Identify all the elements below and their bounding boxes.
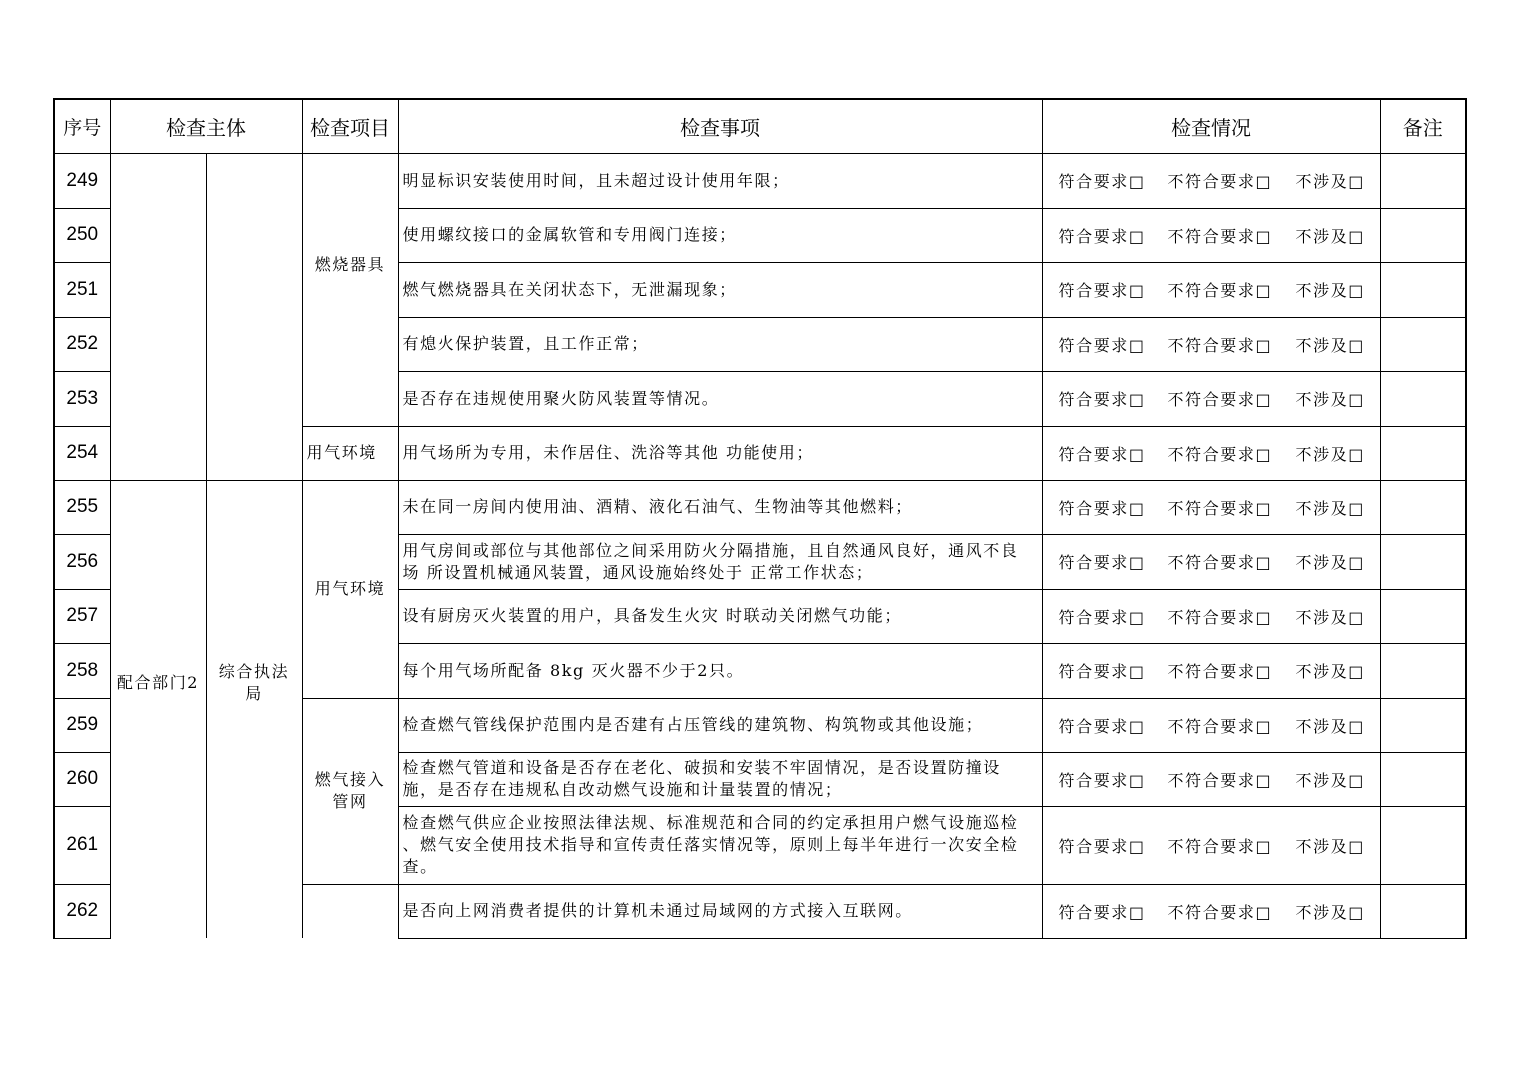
item-line: 燃气接入 (314, 770, 386, 789)
check-status-cell (1042, 534, 1380, 589)
check-status-cell (1042, 589, 1380, 643)
row-number: 257 (54, 589, 110, 643)
remark-cell (1380, 589, 1466, 643)
header-row (54, 99, 1466, 153)
option-not-applicable-checkbox[interactable]: 不涉及□ (1295, 662, 1366, 681)
row-number: 249 (54, 153, 110, 208)
subject-cell-empty (110, 153, 206, 480)
option-not-applicable-checkbox[interactable]: 不涉及□ (1295, 335, 1366, 355)
option-nonconform-checkbox[interactable]: 不符合要求□ (1167, 662, 1273, 681)
row-number: 258 (54, 643, 110, 698)
option-nonconform-checkbox[interactable]: 不符合要求□ (1167, 553, 1273, 572)
option-not-applicable-checkbox[interactable]: 不涉及□ (1295, 498, 1366, 518)
check-status-cell (1042, 426, 1380, 480)
row-number: 259 (54, 698, 110, 752)
matter-cell (398, 752, 1042, 806)
matter-cell: 是否向上网消费者提供的计算机未通过局域网的方式接入互联网。 (398, 884, 1042, 938)
matter-cell: 明显标识安装使用时间，且未超过设计使用年限； (398, 153, 1042, 208)
option-not-applicable-checkbox[interactable]: 不涉及□ (1295, 226, 1366, 246)
option-conform-checkbox[interactable]: 符合要求□ (1058, 335, 1146, 355)
option-conform-checkbox[interactable]: 符合要求□ (1058, 716, 1146, 736)
item-line: 管网 (332, 792, 368, 811)
option-not-applicable-checkbox[interactable]: 不涉及□ (1295, 770, 1366, 790)
matter-cell: 未在同一房间内使用油、酒精、液化石油气、生物油等其他燃料； (398, 480, 1042, 534)
remark-cell (1380, 806, 1466, 884)
option-nonconform-checkbox[interactable]: 不符合要求□ (1167, 607, 1273, 627)
check-status-cell (1042, 371, 1380, 426)
check-status-cell (1042, 752, 1380, 806)
option-nonconform-checkbox[interactable]: 不符合要求□ (1167, 226, 1273, 246)
header-remark: 备注 (1380, 99, 1466, 153)
option-nonconform-checkbox[interactable]: 不符合要求□ (1167, 335, 1273, 355)
matter-cell: 设有厨房灭火装置的用户，具备发生火灾 时联动关闭燃气功能； (398, 589, 1042, 643)
remark-cell (1380, 262, 1466, 317)
header-item: 检查项目 (302, 99, 398, 153)
option-conform-checkbox[interactable]: 符合要求□ (1058, 836, 1146, 856)
option-conform-checkbox[interactable]: 符合要求□ (1058, 902, 1146, 922)
option-not-applicable-checkbox[interactable]: 不涉及□ (1295, 836, 1366, 856)
subject-sub-cell-empty (206, 153, 302, 480)
row-number: 253 (54, 371, 110, 426)
matter-cell: 每个用气场所配备 8kg 灭火器不少于2只。 (398, 643, 1042, 698)
option-nonconform-checkbox[interactable]: 不符合要求□ (1167, 770, 1273, 790)
remark-cell (1380, 884, 1466, 938)
check-status-cell (1042, 643, 1380, 698)
subject-department: 配合部门2 (110, 480, 206, 938)
row-number: 250 (54, 208, 110, 262)
option-conform-checkbox[interactable]: 符合要求□ (1058, 662, 1146, 681)
item-gas-pipe-connection (302, 698, 398, 884)
remark-cell (1380, 371, 1466, 426)
check-status-cell (1042, 480, 1380, 534)
remark-cell (1380, 534, 1466, 589)
subject-bureau (206, 480, 302, 938)
check-status-cell (1042, 806, 1380, 884)
remark-cell (1380, 153, 1466, 208)
option-not-applicable-checkbox[interactable]: 不涉及□ (1295, 444, 1366, 464)
subject-bureau-line: 局 (245, 683, 263, 703)
matter-line: 查。 (402, 857, 438, 876)
matter-line: 、燃气安全使用技术指导和宣传责任落实情况等，原则上每半年进行一次安全检 (402, 835, 1019, 854)
header-subject: 检查主体 (110, 99, 302, 153)
matter-line: 施，是否存在违规私自改动燃气设施和计量装置的情况； (402, 780, 843, 799)
option-not-applicable-checkbox[interactable]: 不涉及□ (1295, 281, 1366, 300)
option-nonconform-checkbox[interactable]: 不符合要求□ (1167, 498, 1273, 518)
remark-cell (1380, 208, 1466, 262)
row-number: 252 (54, 317, 110, 371)
option-nonconform-checkbox[interactable]: 不符合要求□ (1167, 902, 1273, 922)
remark-cell (1380, 480, 1466, 534)
row-number: 261 (54, 806, 110, 884)
option-not-applicable-checkbox[interactable]: 不涉及□ (1295, 607, 1366, 627)
matter-cell: 检查燃气管线保护范围内是否建有占压管线的建筑物、构筑物或其他设施； (398, 698, 1042, 752)
option-conform-checkbox[interactable]: 符合要求□ (1058, 172, 1146, 191)
check-status-cell (1042, 884, 1380, 938)
matter-cell: 用气场所为专用，未作居住、洗浴等其他 功能使用； (398, 426, 1042, 480)
matter-line: 检查燃气供应企业按照法律法规、标准规范和合同的约定承担用户燃气设施巡检 (402, 813, 1019, 832)
option-not-applicable-checkbox[interactable]: 不涉及□ (1295, 172, 1366, 191)
table-row (54, 480, 1466, 534)
option-nonconform-checkbox[interactable]: 不符合要求□ (1167, 281, 1273, 300)
inspection-table (53, 98, 1467, 939)
option-nonconform-checkbox[interactable]: 不符合要求□ (1167, 836, 1273, 856)
remark-cell (1380, 317, 1466, 371)
option-nonconform-checkbox[interactable]: 不符合要求□ (1167, 390, 1273, 409)
matter-cell: 燃气燃烧器具在关闭状态下，无泄漏现象； (398, 262, 1042, 317)
item-cell-empty (302, 884, 398, 938)
option-conform-checkbox[interactable]: 符合要求□ (1058, 226, 1146, 246)
option-nonconform-checkbox[interactable]: 不符合要求□ (1167, 172, 1273, 191)
row-number: 254 (54, 426, 110, 480)
option-not-applicable-checkbox[interactable]: 不涉及□ (1295, 553, 1366, 572)
remark-cell (1380, 643, 1466, 698)
option-nonconform-checkbox[interactable]: 不符合要求□ (1167, 444, 1273, 464)
item-gas-environment: 用气环境 (302, 480, 398, 698)
table-row (54, 153, 1466, 208)
option-conform-checkbox[interactable]: 符合要求□ (1058, 553, 1146, 572)
check-status-cell (1042, 208, 1380, 262)
option-nonconform-checkbox[interactable]: 不符合要求□ (1167, 716, 1273, 736)
matter-cell (398, 534, 1042, 589)
option-conform-checkbox[interactable]: 符合要求□ (1058, 444, 1146, 464)
option-conform-checkbox[interactable]: 符合要求□ (1058, 770, 1146, 790)
option-conform-checkbox[interactable]: 符合要求□ (1058, 607, 1146, 627)
check-status-cell (1042, 262, 1380, 317)
item-burner: 燃烧器具 (302, 153, 398, 426)
subject-bureau-line: 综合执法 (218, 661, 290, 681)
matter-line: 场 所设置机械通风装置，通风设施始终处于 正常工作状态； (402, 562, 874, 582)
matter-cell (398, 806, 1042, 884)
option-conform-checkbox[interactable]: 符合要求□ (1058, 390, 1146, 409)
remark-cell (1380, 426, 1466, 480)
option-not-applicable-checkbox[interactable]: 不涉及□ (1295, 716, 1366, 736)
check-status-cell (1042, 698, 1380, 752)
item-gas-environment: 用气环境 (302, 426, 398, 480)
header-matter: 检查事项 (398, 99, 1042, 153)
check-status-cell (1042, 317, 1380, 371)
remark-cell (1380, 752, 1466, 806)
remark-cell (1380, 698, 1466, 752)
option-not-applicable-checkbox[interactable]: 不涉及□ (1295, 902, 1366, 922)
header-seq: 序号 (54, 99, 110, 153)
row-number: 260 (54, 752, 110, 806)
matter-cell: 是否存在违规使用聚火防风装置等情况。 (398, 371, 1042, 426)
row-number: 262 (54, 884, 110, 938)
row-number: 256 (54, 534, 110, 589)
option-conform-checkbox[interactable]: 符合要求□ (1058, 281, 1146, 300)
option-conform-checkbox[interactable]: 符合要求□ (1058, 498, 1146, 518)
header-status: 检查情况 (1042, 99, 1380, 153)
option-not-applicable-checkbox[interactable]: 不涉及□ (1295, 390, 1366, 409)
matter-line: 用气房间或部位与其他部位之间采用防火分隔措施，且自然通风良好，通风不良 (402, 540, 1019, 560)
matter-cell: 使用螺纹接口的金属软管和专用阀门连接； (398, 208, 1042, 262)
matter-cell: 有熄火保护装置，且工作正常； (398, 317, 1042, 371)
matter-line: 检查燃气管道和设备是否存在老化、破损和安装不牢固情况，是否设置防撞设 (402, 758, 1001, 777)
row-number: 251 (54, 262, 110, 317)
check-status-cell (1042, 153, 1380, 208)
row-number: 255 (54, 480, 110, 534)
